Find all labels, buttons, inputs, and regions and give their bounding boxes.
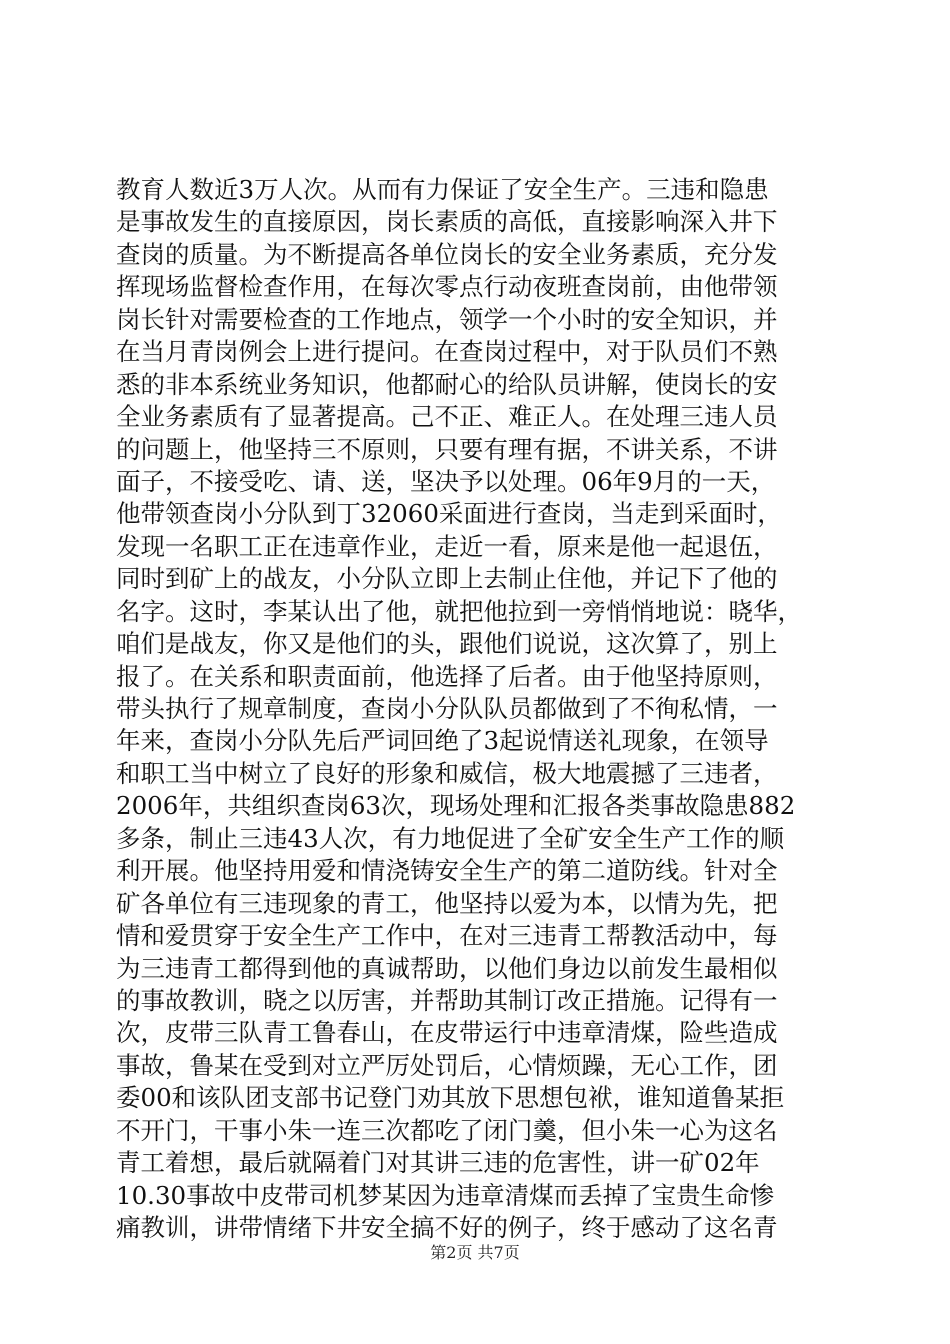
text-line: 为三违青工都得到他的真诚帮助，以他们身边以前发生最相似 (116, 953, 778, 983)
body-text (116, 174, 856, 1244)
text-line: 教育人数近3万人次。从而有力保证了安全生产。三违和隐患 (116, 175, 769, 204)
text-line: 带头执行了规章制度，查岗小分队队员都做到了不徇私情，一 (116, 694, 778, 723)
text-line: 10.30事故中皮带司机梦某因为违章清煤而丢掉了宝贵生命惨 (116, 1180, 775, 1210)
text-line: 和职工当中树立了良好的形象和威信，极大地震撼了三违者， (116, 758, 778, 788)
text-line: 情和爱贯穿于安全生产工作中，在对三违青工帮教活动中，每 (116, 921, 778, 951)
text-line: 岗长针对需要检查的工作地点，领学一个小时的安全知识，并 (116, 304, 778, 334)
text-line: 在当月青岗例会上进行提问。在查岗过程中，对于队员们不熟 (116, 337, 778, 367)
text-line: 名字。这时，李某认出了他，就把他拉到一旁悄悄地说：晓华， (116, 596, 802, 626)
text-line: 发现一名职工正在违章作业，走近一看，原来是他一起退伍， (116, 531, 778, 561)
text-line: 的事故教训，晓之以厉害，并帮助其制订改正措施。记得有一 (116, 985, 778, 1015)
text-line: 是事故发生的直接原因，岗长素质的高低，直接影响深入井下 (116, 207, 778, 237)
text-line: 多条，制止三违43人次，有力地促进了全矿安全生产工作的顺 (116, 823, 785, 853)
text-line: 同时到矿上的战友，小分队立即上去制止住他，并记下了他的 (116, 564, 778, 594)
text-line: 的问题上，他坚持三不原则，只要有理有据，不讲关系，不讲 (116, 434, 778, 464)
text-line: 不开门，干事小朱一连三次都吃了闭门羹，但小朱一心为这名 (116, 1115, 778, 1145)
text-line: 利开展。他坚持用爱和情浇铸安全生产的第二道防线。针对全 (116, 856, 778, 886)
text-line: 委00和该队团支部书记登门劝其放下思想包袱，谁知道鲁某拒 (116, 1083, 785, 1113)
text-line: 全业务素质有了显著提高。己不正、难正人。在处理三违人员 (116, 402, 778, 432)
page-footer: 第2页 共7页 (430, 1243, 520, 1262)
text-line: 年来，查岗小分队先后严词回绝了3起说情送礼现象，在领导 (116, 726, 769, 756)
text-line: 事故，鲁某在受到对立严厉处罚后，心情烦躁，无心工作，团 (116, 1050, 778, 1080)
text-line: 痛教训，讲带情绪下井安全搞不好的例子，终于感动了这名青 (116, 1213, 778, 1242)
text-line: 面子，不接受吃、请、送，坚决予以处理。06年9月的一天， (116, 466, 776, 496)
text-line: 咱们是战友，你又是他们的头，跟他们说说，这次算了，别上 (116, 629, 778, 659)
text-line: 2006年，共组织查岗63次，现场处理和汇报各类事故隐患882 (116, 791, 796, 821)
text-line: 悉的非本系统业务知识，他都耐心的给队员讲解，使岗长的安 (116, 369, 778, 399)
text-line: 挥现场监督检查作用，在每次零点行动夜班查岗前，由他带领 (116, 272, 778, 302)
text-line: 报了。在关系和职责面前，他选择了后者。由于他坚持原则， (116, 661, 778, 691)
text-line: 他带领查岗小分队到丁32060采面进行查岗，当走到采面时， (116, 499, 782, 529)
text-line: 青工着想，最后就隔着门对其讲三违的危害性，讲一矿02年 (116, 1148, 760, 1178)
text-line: 矿各单位有三违现象的青工，他坚持以爱为本，以情为先，把 (116, 888, 778, 918)
text-line: 查岗的质量。为不断提高各单位岗长的安全业务素质，充分发 (116, 239, 778, 269)
text-line: 次，皮带三队青工鲁春山，在皮带运行中违章清煤，险些造成 (116, 1018, 778, 1048)
